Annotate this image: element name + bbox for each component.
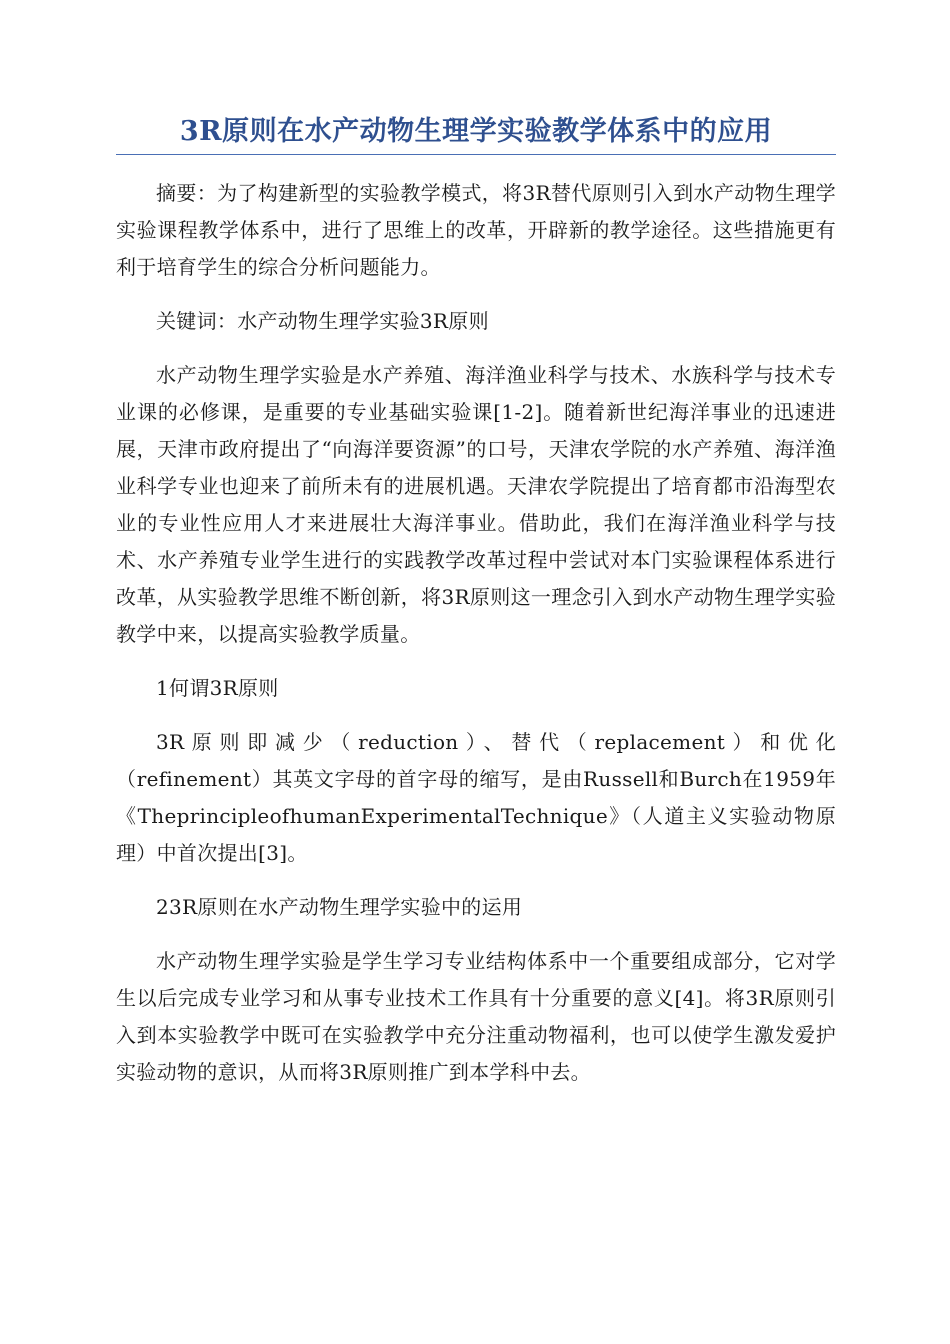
section-heading-2: 23R原则在水产动物生理学实验中的运用 [156, 895, 523, 919]
intro-paragraph: 水产动物生理学实验是水产养殖、海洋渔业科学与技术、水族科学与技术专业课的必修课，是重要的专业基础实验课[1-2]。随着新世纪海洋事业的迅速进展，天津市政府提出了“向海洋要资源”的口号，天津农学院的水产养殖、海洋渔业科学专业也迎来了前所未有的进展机遇。天津农学院提出了培育都市沿海型农业的专业性应用人才来进展壮大海洋事业。借助此，我们在海洋渔业科学与技术、水产养殖专业学生进行的实践教学改革过程中尝试对本门实验课程体系进行改革，从实验教学思维不断创新，将3R原则这一理念引入到水产动物生理学实验教学中来，以提高实验教学质量。 [116, 363, 836, 646]
section-heading-1: 1何谓3R原则 [156, 676, 279, 700]
section-2-paragraph: 水产动物生理学实验是学生学习专业结构体系中一个重要组成部分，它对学生以后完成专业学习和从事专业技术工作具有十分重要的意义[4]。将3R原则引入到本实验教学中既可在实验教学中充分注重动物福利，也可以使学生激发爱护实验动物的意识，从而将3R原则推广到本学科中去。 [116, 949, 836, 1084]
document-page [116, 112, 836, 1108]
document-title: 3R原则在水产动物生理学实验教学体系中的应用 [116, 112, 836, 155]
section-1-paragraph: 3R原则即减少（reduction）、替代（replacement）和优化（refinement）其英文字母的首字母的缩写，是由Russell和Burch在1959年《TheprincipleofhumanExperimentalTechnique》（人道主义实验动物原理）中首次提出[3]。 [116, 730, 836, 865]
document-body [116, 175, 836, 1091]
abstract-paragraph: 摘要：为了构建新型的实验教学模式，将3R替代原则引入到水产动物生理学实验课程教学体系中，进行了思维上的改革，开辟新的教学途径。这些措施更有利于培育学生的综合分析问题能力。 [116, 181, 836, 279]
keywords-paragraph: 关键词：水产动物生理学实验3R原则 [156, 309, 489, 333]
